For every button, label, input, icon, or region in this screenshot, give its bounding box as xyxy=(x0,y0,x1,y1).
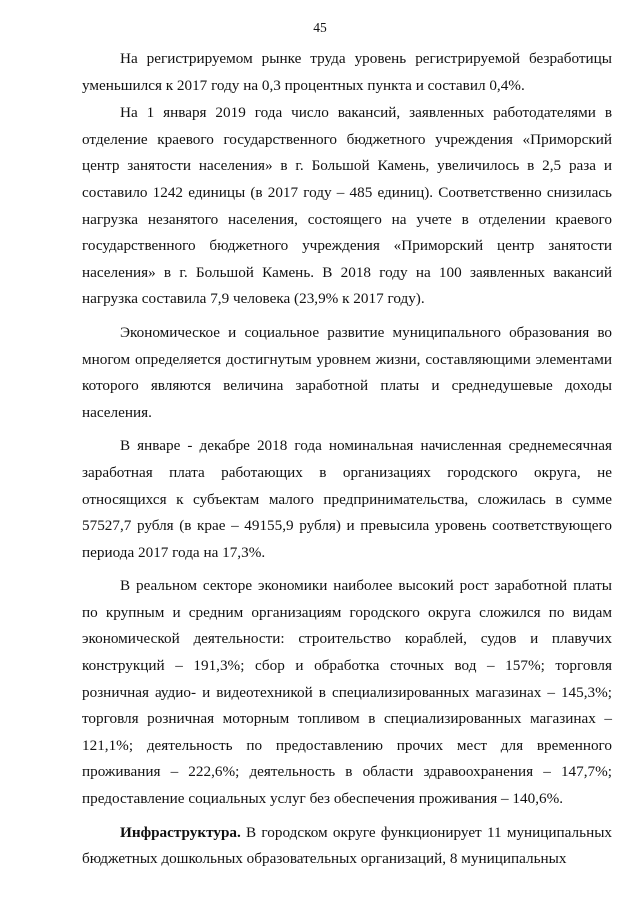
paragraph-vacancies: На 1 января 2019 года число вакансий, заявленных работодателями в отделение краевого государственного бюджетного учреждения «Приморский центр занятости населения» в г. Большой Камень, увеличилось в 2,5 раза и составило 1242 единицы (в 2017 году – 485 единиц). Соответственно снизилась нагрузка незанятого населения, состоящего на учете в отделении краевого государственного бюджетного учреждения «Приморский центр занятости населения» в г. Большой Камень. В 2018 году на 100 заявленных вакансий нагрузка составила 7,9 человека (23,9% к 2017 году). xyxy=(82,104,612,308)
paragraph-unemployment: На регистрируемом рынке труда уровень регистрируемой безработицы уменьшился к 2017 году на 0,3 процентных пункта и составил 0,4%. xyxy=(82,50,612,94)
paragraph-average-salary: В январе - декабре 2018 года номинальная начисленная среднемесячная заработная плата работающих в организациях городского округа, не относящихся к субъектам малого предпринимательства, сложилась в сумме 57527,7 рубля (в крае – 49155,9 рубля) и превысила уровень соответствующего периода 2017 года на 17,3%. xyxy=(82,437,612,561)
document-body xyxy=(82,46,612,873)
infrastructure-heading: Инфраструктура. xyxy=(120,823,241,841)
page-number: 45 xyxy=(313,20,327,35)
infrastructure-text: В городском округе функционирует 11 муниципальных бюджетных дошкольных образовательных организаций, 8 муниципальных xyxy=(82,823,612,868)
paragraph-infrastructure xyxy=(82,820,612,873)
paragraph-living-standard: Экономическое и социальное развитие муниципального образования во многом определяется достигнутым уровнем жизни, составляющими элементами которого являются величина заработной платы и среднедушевые доходы населения. xyxy=(82,323,612,421)
paragraph-salary-growth: В реальном секторе экономики наиболее высокий рост заработной платы по крупным и средним организациям городского округа сложился по видам экономической деятельности: строительство кораблей, судов и плавучих конструкций – 191,3%; сбор и обработка сточных вод – 157%; торговля розничная аудио- и видеотехникой в специализированных магазинах – 145,3%; торговля розничная моторным топливом в специализированных магазинах – 121,1%; деятельность по предоставлению прочих мест для временного проживания – 222,6%; деятельность в области здравоохранения – 147,7%; предоставление социальных услуг без обеспечения проживания – 140,6%. xyxy=(82,577,612,808)
